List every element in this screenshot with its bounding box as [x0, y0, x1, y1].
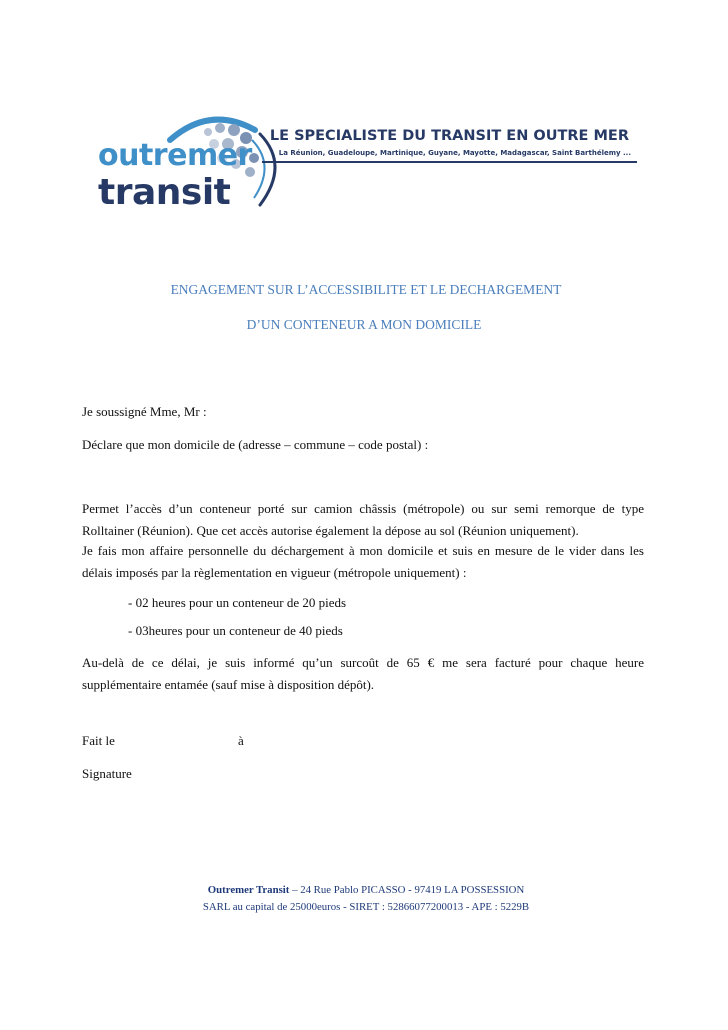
document-title-line2: D’UN CONTENEUR A MON DOMICILE	[246, 317, 482, 332]
footer-company-name: Outremer Transit	[207, 884, 290, 896]
delay-20ft-item: - 02 heures pour un conteneur de 20 pieds	[128, 595, 347, 610]
footer-legal: SARL au capital de 25000euros - SIRET : 52866077200013 - APE : 5229B	[202, 901, 530, 913]
fait-le-label: Fait le	[82, 733, 115, 748]
logo-wordmark-outremer: outremer	[98, 138, 252, 173]
footer-address	[2, 884, 728, 896]
logo-wordmark-transit: transit	[98, 172, 231, 213]
header-divider	[262, 161, 637, 163]
document-title-line1: ENGAGEMENT SUR L’ACCESSIBILITE ET LE DECHARGEMENT	[170, 282, 562, 297]
declaration-line: Déclare que mon domicile de (adresse – commune – code postal) :	[82, 437, 429, 452]
soussigne-line: Je soussigné Mme, Mr :	[82, 404, 207, 419]
access-paragraph: Permet l’accès d’un conteneur porté sur camion châssis (métropole) ou sur semi remorque de type Rolltainer (Réunion). Que cet accès autorise également la dépose au sol (Réunion uniquement).	[82, 501, 644, 538]
header-banner	[262, 124, 637, 169]
a-label: à	[238, 733, 244, 748]
header-tagline: LE SPECIALISTE DU TRANSIT EN OUTRE MER	[269, 128, 629, 144]
company-logo	[90, 110, 290, 220]
surcharge-paragraph: Au-delà de ce délai, je suis informé qu’un surcoût de 65 € me sera facturé pour chaque heure supplémentaire entamée (sauf mise à disposition dépôt).	[82, 655, 644, 692]
unloading-paragraph: Je fais mon affaire personnelle du déchargement à mon domicile et suis en mesure de le vider dans les délais imposés par la règlementation en vigueur (métropole uniquement) :	[82, 543, 644, 580]
delay-40ft-item: - 03heures pour un conteneur de 40 pieds	[128, 623, 343, 638]
footer-address-text: – 24 Rue Pablo PICASSO - 97419 LA POSSESSION	[289, 884, 525, 896]
header-destinations: La Réunion, Guadeloupe, Martinique, Guyane, Mayotte, Madagascar, Saint Barthélemy ...	[278, 149, 631, 157]
signature-label: Signature	[82, 766, 132, 781]
